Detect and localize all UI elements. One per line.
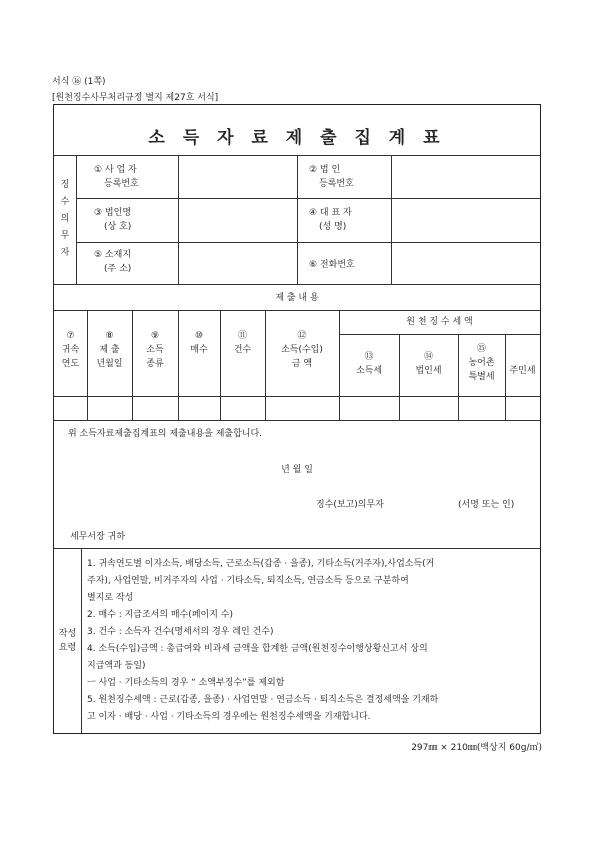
phone-field[interactable] — [392, 243, 538, 283]
divider — [76, 155, 77, 284]
column-header: ⑨ 소득 종류 — [146, 331, 164, 369]
address-field[interactable] — [179, 243, 296, 283]
corporation-name-label: ③ 법인명 (상 호) — [94, 208, 132, 232]
divider — [54, 284, 540, 285]
list-item: 3. 건수 : 소득자 건수(명세서의 경우 레인 건수) — [87, 627, 274, 637]
divider — [54, 310, 540, 311]
business-number-label: ① 사 업 자 등록번호 — [94, 165, 139, 189]
divider — [297, 155, 298, 284]
column-header: ⑦ 귀속 연도 — [61, 331, 80, 369]
list-item: 4. 소득(수입)금액 : 총급여와 비과세 금액을 합계한 금액(원천징수이행상황신고서 상의 — [87, 644, 428, 654]
representative-field[interactable] — [392, 199, 538, 241]
withholding-tax-title: 원 천 징 수 세 액 — [406, 317, 473, 327]
column-header: ⑬ 소득세 — [355, 352, 383, 376]
list-item: 주자), 사업연말, 비거주자의 사업 · 기타소득, 퇴직소득, 연금소득 등으로 구분하여 — [87, 576, 409, 586]
phone-label: ⑥ 전화번호 — [309, 260, 355, 270]
representative-label: ④ 대 표 자 (성 명) — [309, 208, 352, 232]
instructions-list — [87, 556, 438, 726]
address-label: ⑤ 소재지 (주 소) — [94, 250, 132, 274]
list-item: 지급액과 동일) — [87, 661, 146, 671]
column-header: ⑮ 농어촌 특별세 — [468, 344, 495, 382]
divider — [54, 548, 540, 549]
form-number: 서식 ⑯ (1쪽) — [52, 77, 106, 87]
column-header: ⑩ 매수 — [190, 331, 208, 355]
withholder-signer-label: 징수(보고)의무자 — [316, 500, 384, 510]
divider — [54, 420, 540, 421]
divider — [81, 548, 82, 733]
corporation-number-field[interactable] — [392, 156, 538, 197]
column-header: ⑪ 건수 — [233, 331, 252, 355]
corporation-number-label: ② 법 인 등록번호 — [309, 165, 354, 189]
recipient: 세무서장 귀하 — [70, 532, 126, 542]
column-header: ⑫ 소득(수입) 금 액 — [281, 331, 323, 369]
list-item: 고 이자 · 배당 · 사업 · 기타소득의 경우에는 원천징수세액을 기재합니다. — [87, 712, 371, 722]
column-header: ⑧ 제 출 년월일 — [96, 331, 123, 369]
divider — [339, 334, 540, 335]
signature-field[interactable]: (서명 또는 인) — [458, 500, 515, 510]
corporation-name-field[interactable] — [179, 199, 296, 241]
column-header: 주민세 — [509, 366, 536, 376]
list-item: 5. 원천징수세액 : 근로(갑종, 을종) · 사업연말 · 연금소득 · 퇴직소득은 결정세액을 기재하 — [87, 695, 439, 705]
list-item: ㅡ 사업 · 기타소득의 경우 “ 소액부징수”를 제외함 — [87, 678, 285, 688]
column-header: ⑭ 법인세 — [415, 352, 442, 376]
form-title: 소 득 자 료 제 출 집 계 표 — [148, 128, 446, 148]
list-item: 2. 매수 : 지급조서의 매수(페이지 수) — [87, 610, 233, 620]
paper-size-note: 297㎜ × 210㎜(백상지 60g/㎡) — [411, 743, 542, 753]
submission-section-title: 제 출 내 용 — [275, 293, 319, 303]
list-item: 별지로 작성 — [87, 593, 134, 603]
table-row[interactable] — [54, 397, 540, 419]
list-item: 1. 귀속연도별 이자소득, 배당소득, 근로소득(갑종 · 을종), 기타소득(거주자),사업소득(거 — [87, 559, 435, 569]
declaration-statement: 위 소득자료제출집계표의 제출내용을 제출합니다. — [68, 429, 263, 439]
business-number-field[interactable] — [179, 156, 296, 197]
form-frame — [53, 104, 541, 734]
regulation-reference: [원천징수사무처리규정 별지 제27호 서식] — [52, 93, 219, 103]
withholder-side-label: 징 수 의 무 자 — [60, 180, 70, 258]
instructions-side-label: 작성 요령 — [58, 629, 77, 653]
declaration-date[interactable]: 년 월 일 — [281, 465, 313, 475]
